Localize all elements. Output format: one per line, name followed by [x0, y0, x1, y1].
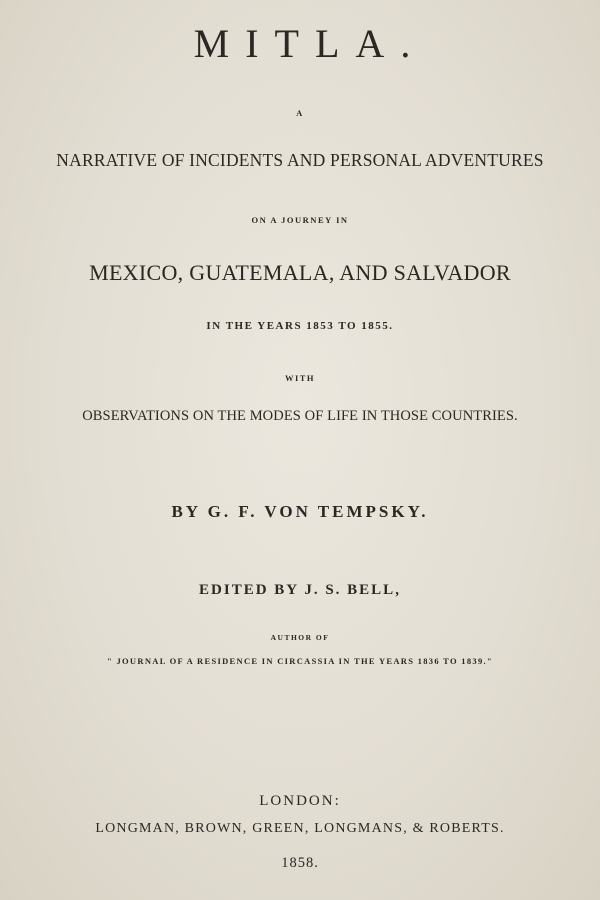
subtitle-narrative: NARRATIVE OF INCIDENTS AND PERSONAL ADVENTURES [56, 150, 544, 170]
imprint-city: LONDON: [259, 793, 341, 809]
subtitle-with: WITH [284, 373, 316, 383]
book-title: MITLA. [193, 21, 427, 66]
imprint-publisher: LONGMAN, BROWN, GREEN, LONGMANS, & ROBERTS. [95, 821, 505, 836]
author-of-label: AUTHOR OF [270, 633, 330, 642]
subtitle-places: MEXICO, GUATEMALA, AND SALVADOR [89, 260, 511, 285]
editor-line: EDITED BY J. S. BELL, [199, 582, 401, 598]
author-line: BY G. F. VON TEMPSKY. [171, 502, 429, 521]
subtitle-journey: ON A JOURNEY IN [251, 215, 349, 225]
editor-previous-work: " JOURNAL OF A RESIDENCE IN CIRCASSIA IN THE YEARS 1836 TO 1839." [107, 656, 493, 666]
article-a: A [296, 108, 304, 118]
subtitle-years: IN THE YEARS 1853 TO 1855. [206, 320, 394, 332]
imprint-year: 1858. [281, 855, 319, 871]
subtitle-observations: OBSERVATIONS ON THE MODES OF LIFE IN THOSE COUNTRIES. [82, 408, 518, 424]
